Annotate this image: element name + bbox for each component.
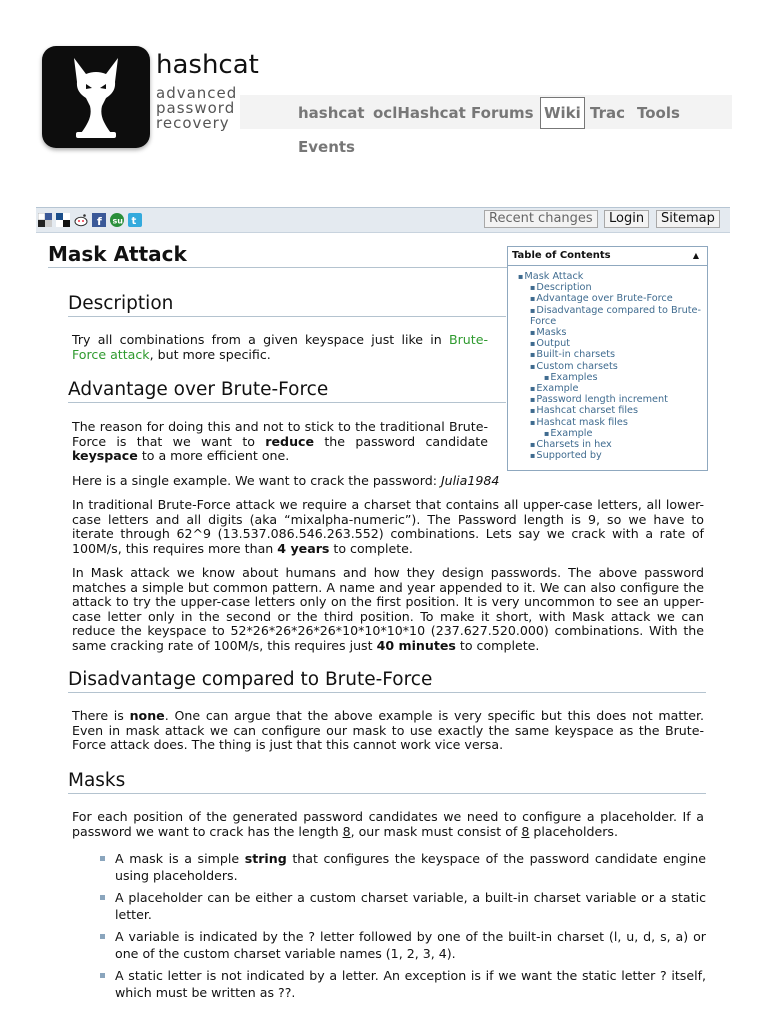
stumbleupon-icon[interactable] [110, 213, 124, 227]
nav-item-wiki[interactable]: Wiki [540, 97, 585, 129]
list-item: A mask is a simple string that configures the keyspace of the password candidate engine using placeholders. [100, 850, 706, 884]
delicious-icon[interactable] [38, 213, 52, 227]
tagline-line: recovery [156, 114, 230, 132]
brand-name: hashcat [156, 50, 259, 80]
toc-item[interactable]: ▪Description [530, 282, 592, 294]
toc-item[interactable]: ▪Built-in charsets [530, 349, 616, 361]
tagline-line: advanced [156, 84, 238, 102]
advantage-paragraph-4: In Mask attack we know about humans and how they design passwords. The above password matches a simple but common pattern. A name and year appended to it. We can also configure the attack to try the upper-case letters only on the first position. It is very uncommon to see an upper-case letter only in the second or the third position. To make it short, with Mask attack we can reduce the keyspace to 52*26*26*26*26*10*10*10*10 (237.627.520.000) combinations. With the same cracking rate of 100M/s, this requires just 40 minutes to complete. [72, 565, 704, 653]
table-of-contents [507, 246, 708, 471]
recent-changes-button[interactable]: Recent changes [484, 210, 598, 228]
nav-item-oclhashcat[interactable]: oclHashcat [373, 104, 466, 122]
toc-item[interactable]: ▪Mask Attack [518, 271, 584, 282]
toc-item[interactable]: ▪Password length increment [530, 394, 668, 406]
sitemap-button[interactable]: Sitemap [656, 210, 720, 228]
toc-item[interactable]: ▪Example [544, 427, 593, 439]
advantage-paragraph-3: In traditional Brute-Force attack we require a charset that contains all upper-case letters, all lower-case letters and all digits (aka “mixalpha-numeric”). The Password length is 9, so we have to iterate through 62^9 (13.537.086.546.263.552) combinations. Lets say we crack with a rate of 100M/s, this requires more than 4 years to complete. [72, 497, 704, 556]
wiki-toolbar [36, 207, 730, 233]
advantage-paragraph-2: Here is a single example. We want to crack the password: Julia1984 [72, 473, 500, 488]
masks-paragraph: For each position of the generated password candidates we need to configure a placeholder. If a password we want to crack has the length 8, our mask must consist of 8 placeholders. [72, 809, 704, 839]
tagline-line: password [156, 99, 236, 117]
toc-item[interactable]: ▪Advantage over Brute-Force [530, 293, 673, 305]
description-paragraph: Try all combinations from a given keyspace just like in Brute-Force attack, but more specific. [72, 332, 488, 362]
section-heading-description: Description [68, 293, 506, 317]
nav-item-events[interactable]: Events [298, 138, 355, 156]
brute-force-link[interactable]: Brute-Force attack [72, 332, 488, 362]
list-item: A placeholder can be either a custom charset variable, a built-in charset variable or a static letter. [100, 889, 706, 923]
toc-header [508, 247, 707, 266]
masks-bullet-list [100, 850, 706, 1006]
page-title: Mask Attack [48, 242, 508, 268]
reddit-icon[interactable] [74, 213, 88, 227]
section-heading-disadvantage: Disadvantage compared to Brute-Force [68, 669, 706, 693]
advantage-paragraph-1: The reason for doing this and not to stick to the traditional Brute-Force is that we want to reduce the password candidate keyspace to a more efficient one. [72, 419, 488, 463]
toc-title: Table of Contents [512, 250, 611, 261]
toc-list [508, 266, 707, 461]
nav-item-forums[interactable]: Forums [471, 104, 534, 122]
nav-item-hashcat[interactable]: hashcat [298, 104, 365, 122]
nav-item-tools[interactable]: Tools [637, 104, 680, 122]
section-heading-advantage: Advantage over Brute-Force [68, 379, 506, 403]
toc-item[interactable]: ▪Disadvantage compared to Brute-Force [530, 304, 702, 327]
hashcat-logo[interactable] [42, 46, 150, 148]
section-heading-masks: Masks [68, 770, 706, 794]
cat-king-icon [42, 46, 150, 148]
list-item: A static letter is not indicated by a letter. An exception is if we want the static letter ? itself, which must be written as ??. [100, 967, 706, 1001]
digg-icon[interactable] [56, 213, 70, 227]
svg-text:t: t [131, 216, 137, 227]
toc-item[interactable]: ▪Masks [530, 327, 567, 339]
nav-item-trac[interactable]: Trac [590, 104, 625, 122]
list-item: A variable is indicated by the ? letter followed by one of the built-in charset (l, u, d, s, a) or one of the custom charset variable names (1, 2, 3, 4). [100, 928, 706, 962]
toc-item[interactable]: ▪Custom charsets [530, 360, 618, 372]
toc-item[interactable]: ▪Examples [544, 371, 598, 383]
svg-text:f: f [97, 215, 102, 227]
toc-item[interactable]: ▪Charsets in hex [530, 439, 612, 451]
brand-tagline [156, 86, 237, 131]
login-button[interactable]: Login [604, 210, 649, 228]
toc-item[interactable]: ▪Output [530, 338, 571, 350]
toc-collapse-icon[interactable]: ▲ [692, 251, 699, 260]
toc-item[interactable]: ▪Hashcat mask files [530, 416, 628, 428]
toc-item[interactable]: ▪Hashcat charset files [530, 405, 639, 417]
facebook-icon[interactable] [92, 213, 106, 227]
svg-text:su: su [112, 216, 123, 226]
toc-item[interactable]: ▪Example [530, 383, 579, 395]
toc-item[interactable]: ▪Supported by [530, 450, 602, 462]
disadvantage-paragraph: There is none. One can argue that the above example is very specific but this does not matter. Even in mask attack we can configure our mask to use exactly the same keyspace as the Brute-Force attack does. The thing is just that this cannot work vice versa. [72, 708, 704, 752]
twitter-icon[interactable] [128, 213, 142, 227]
